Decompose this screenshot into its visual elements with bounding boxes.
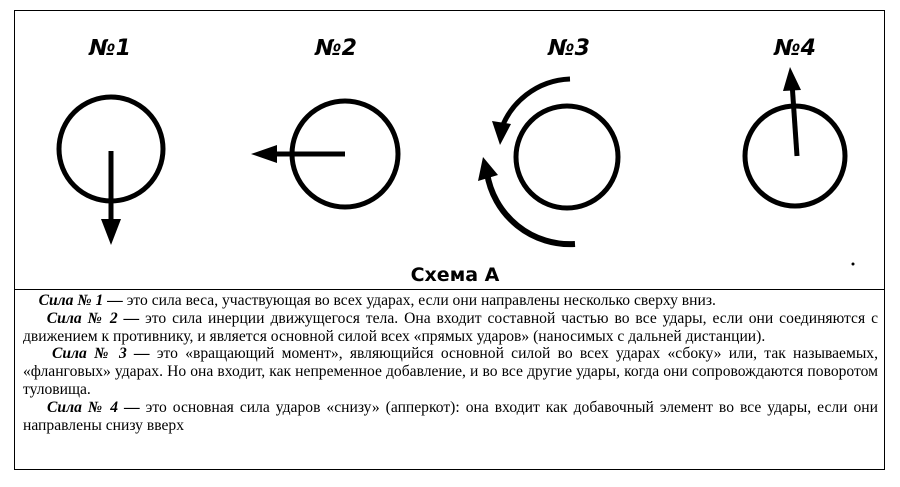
paragraph-lead: Сила № 4 — [47, 398, 140, 416]
paragraph-lead: Сила № 1 — [38, 292, 123, 309]
force-diagram [15, 11, 884, 290]
label-force-2: №2 [315, 36, 357, 61]
rotation-arc-lower-head [478, 157, 498, 181]
paragraph-body: это сила веса, участвующая во всех ударах, если они направлены несколько сверху вниз. [122, 292, 716, 309]
force-diagram-svg [15, 11, 884, 289]
paragraph-body: это основная сила ударов «снизу» (апперкот): она входит как добавочный элемент во все удары, если они направлены снизу вверх [23, 398, 878, 434]
force-4-uppercut-diagram [745, 67, 845, 206]
arrow-up-head [783, 67, 801, 91]
paragraph-body: это сила инерции движущегося тела. Она входит составной частью во все удары, если они соединяются с движением к противнику, и является основной силой всех «прямых ударов» (наносимых с дальней дистанции). [23, 309, 879, 345]
label-force-1: №1 [89, 36, 131, 61]
paragraph-lead: Сила № 3 — [51, 345, 150, 363]
label-force-4: №4 [774, 36, 816, 61]
scheme-frame [14, 10, 885, 470]
forces-description [23, 292, 878, 434]
arrow-down-head [101, 219, 121, 245]
speck-mark [852, 263, 855, 266]
paragraph-force-1 [23, 292, 878, 310]
scheme-caption: Схема А [410, 264, 500, 286]
circle-3 [516, 106, 618, 208]
paragraph-force-3 [23, 345, 878, 398]
paragraph-force-2 [23, 310, 878, 346]
force-3-rotation-diagram [478, 79, 618, 244]
arrow-up [792, 83, 797, 156]
paragraph-body: это «вращающий момент», являющийся основной силой во всех ударах «сбоку» или, так называемых, «фланговых» ударах. Но она входит, как непременное добавление, и во все другие удары, когда они сопровождаются поворотом туловища. [23, 345, 879, 398]
force-2-inertia-diagram [251, 101, 398, 207]
rotation-arc-upper-head [492, 121, 511, 145]
arrow-left-head [251, 145, 277, 163]
label-force-3: №3 [548, 36, 590, 61]
paragraph-force-4 [23, 399, 878, 435]
paragraph-lead: Сила № 2 — [46, 309, 140, 327]
force-1-weight-diagram [59, 97, 163, 245]
